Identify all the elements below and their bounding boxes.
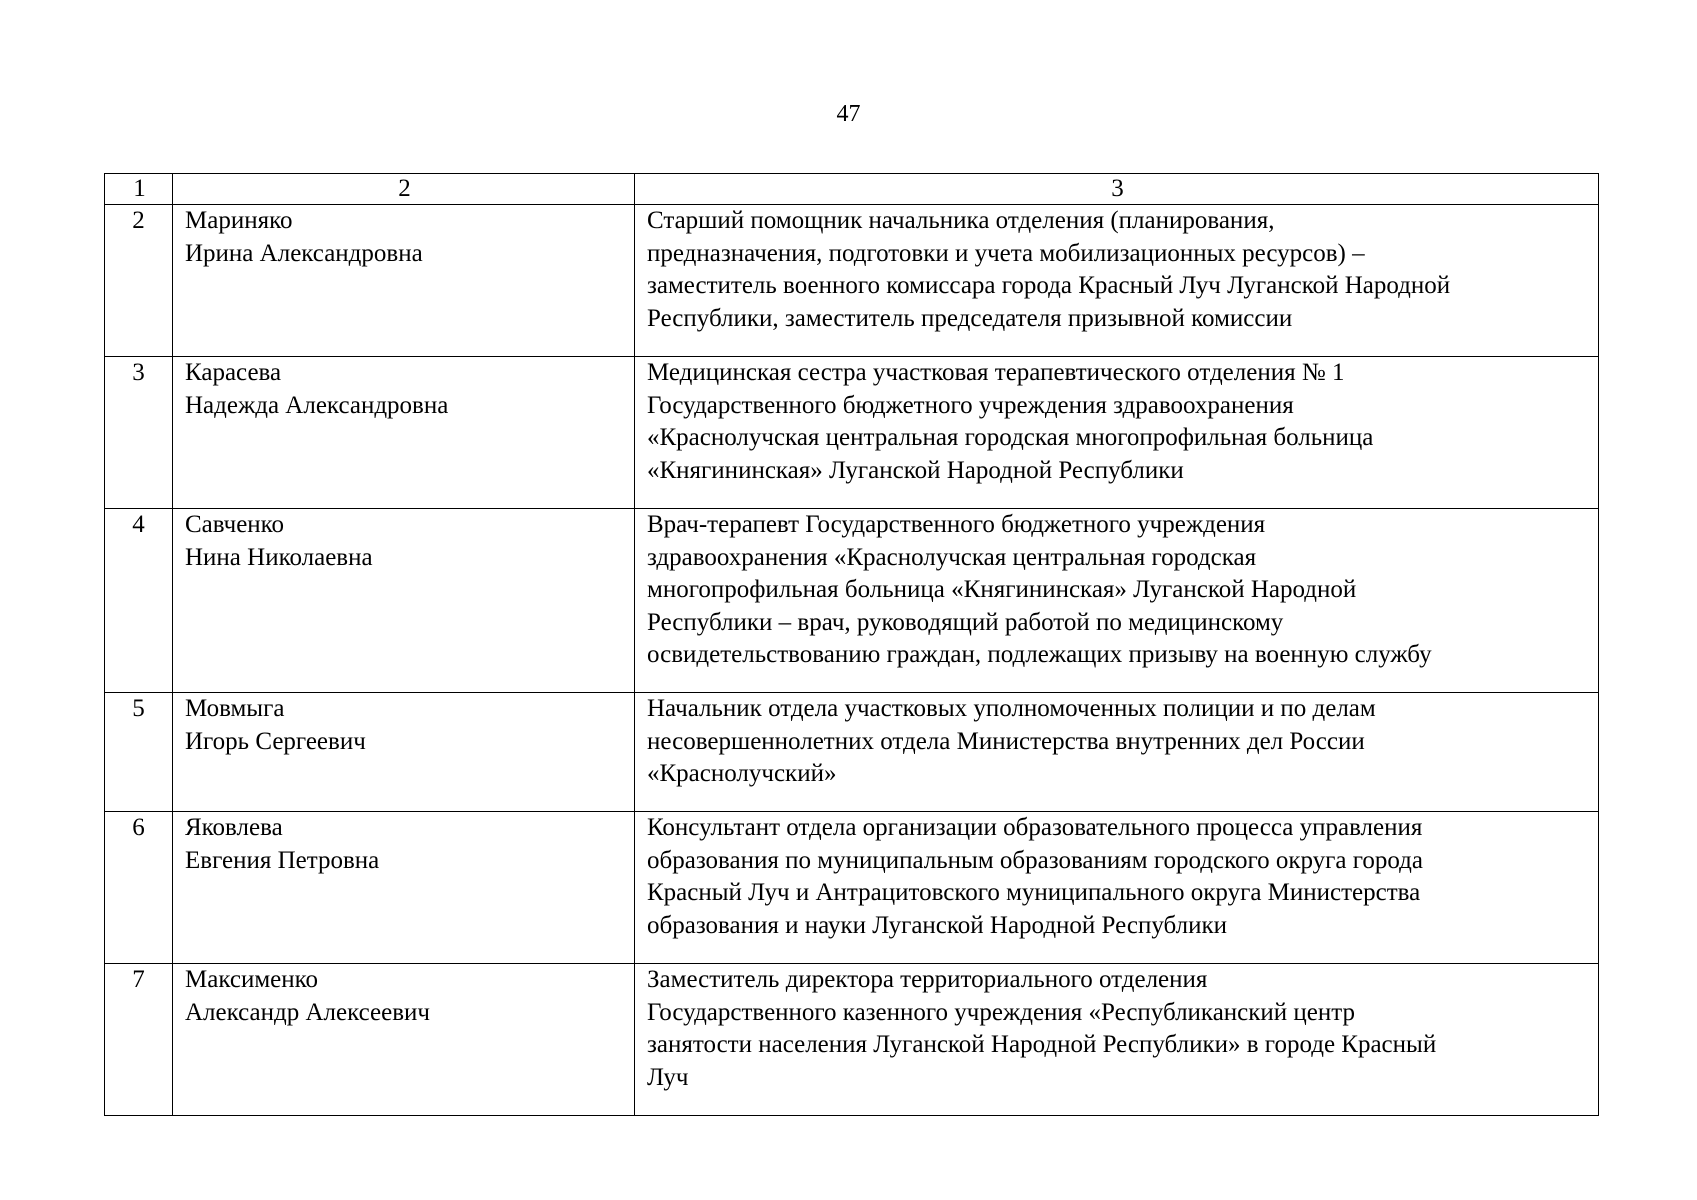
row-number: 7 xyxy=(105,964,173,1116)
position-line: Государственного казенного учреждения «Республиканский центр xyxy=(647,998,1356,1026)
column-number-2: 2 xyxy=(173,174,635,205)
position-line: несовершеннолетних отдела Министерства внутренних дел России xyxy=(647,727,1365,755)
position-line: Республики, заместитель председателя призывной комиссии xyxy=(647,304,1293,332)
person-name-cell xyxy=(173,357,635,509)
row-number: 3 xyxy=(105,357,173,509)
position-line: Медицинская сестра участковая терапевтического отделения № 1 xyxy=(647,359,1345,386)
position-line: Врач-терапевт Государственного бюджетного учреждения xyxy=(647,511,1266,538)
person-surname: Мовмыга xyxy=(185,695,285,722)
position-cell xyxy=(635,509,1599,693)
person-given-name: Надежда Александровна xyxy=(185,391,449,419)
position-cell xyxy=(635,964,1599,1116)
column-number-1: 1 xyxy=(105,174,173,205)
position-line: заместитель военного комиссара города Красный Луч Луганской Народной xyxy=(647,272,1451,299)
row-number: 4 xyxy=(105,509,173,693)
position-line: предназначения, подготовки и учета мобилизационных ресурсов) – xyxy=(647,239,1365,267)
position-line: Красный Луч и Антрацитовского муниципального округа Министерства xyxy=(647,879,1421,906)
position-line: Государственного бюджетного учреждения здравоохранения xyxy=(647,391,1294,419)
personnel-table xyxy=(104,173,1599,1116)
position-line: образования по муниципальным образованиям городского округа города xyxy=(647,846,1423,874)
person-surname: Яковлева xyxy=(185,814,283,841)
person-surname: Максименко xyxy=(185,966,318,993)
row-number: 5 xyxy=(105,693,173,812)
person-surname: Мариняко xyxy=(185,207,293,234)
position-line: Консультант отдела организации образовательного процесса управления xyxy=(647,814,1423,841)
position-line: занятости населения Луганской Народной Республики» в городе Красный xyxy=(647,1031,1437,1058)
page-number: 47 xyxy=(836,101,861,127)
person-name-cell xyxy=(173,205,635,357)
position-cell xyxy=(635,205,1599,357)
position-line: Заместитель директора территориального отделения xyxy=(647,966,1208,993)
person-surname: Карасева xyxy=(185,359,282,386)
table-row xyxy=(105,205,1599,357)
person-name-cell xyxy=(173,964,635,1116)
position-line: образования и науки Луганской Народной Республики xyxy=(647,911,1227,939)
position-line: многопрофильная больница «Княгининская» Луганской Народной xyxy=(647,576,1357,603)
position-line: здравоохранения «Краснолучская центральная городская xyxy=(647,543,1257,571)
position-cell xyxy=(635,812,1599,964)
table-row xyxy=(105,509,1599,693)
position-line: Старший помощник начальника отделения (планирования, xyxy=(647,207,1275,234)
position-line: «Краснолучский» xyxy=(647,760,837,787)
row-number: 6 xyxy=(105,812,173,964)
position-line: «Княгининская» Луганской Народной Республики xyxy=(647,456,1184,484)
position-line: Луч xyxy=(647,1063,689,1091)
person-given-name: Нина Николаевна xyxy=(185,543,373,571)
person-given-name: Александр Алексеевич xyxy=(185,998,430,1026)
table-row xyxy=(105,357,1599,509)
person-name-cell xyxy=(173,812,635,964)
row-number: 2 xyxy=(105,205,173,357)
person-given-name: Евгения Петровна xyxy=(185,846,380,874)
position-cell xyxy=(635,693,1599,812)
table-header-row xyxy=(105,174,1599,205)
table-row xyxy=(105,964,1599,1116)
position-line: Начальник отдела участковых уполномоченных полиции и по делам xyxy=(647,695,1376,722)
column-number-3: 3 xyxy=(635,174,1599,205)
person-given-name: Ирина Александровна xyxy=(185,239,423,267)
table-row xyxy=(105,693,1599,812)
position-line: «Краснолучская центральная городская многопрофильная больница xyxy=(647,424,1374,451)
table-row xyxy=(105,812,1599,964)
position-cell xyxy=(635,357,1599,509)
person-given-name: Игорь Сергеевич xyxy=(185,727,366,755)
position-line: Республики – врач, руководящий работой по медицинскому xyxy=(647,608,1284,636)
person-name-cell xyxy=(173,509,635,693)
person-surname: Савченко xyxy=(185,511,285,538)
person-name-cell xyxy=(173,693,635,812)
position-line: освидетельствованию граждан, подлежащих призыву на военную службу xyxy=(647,641,1432,668)
